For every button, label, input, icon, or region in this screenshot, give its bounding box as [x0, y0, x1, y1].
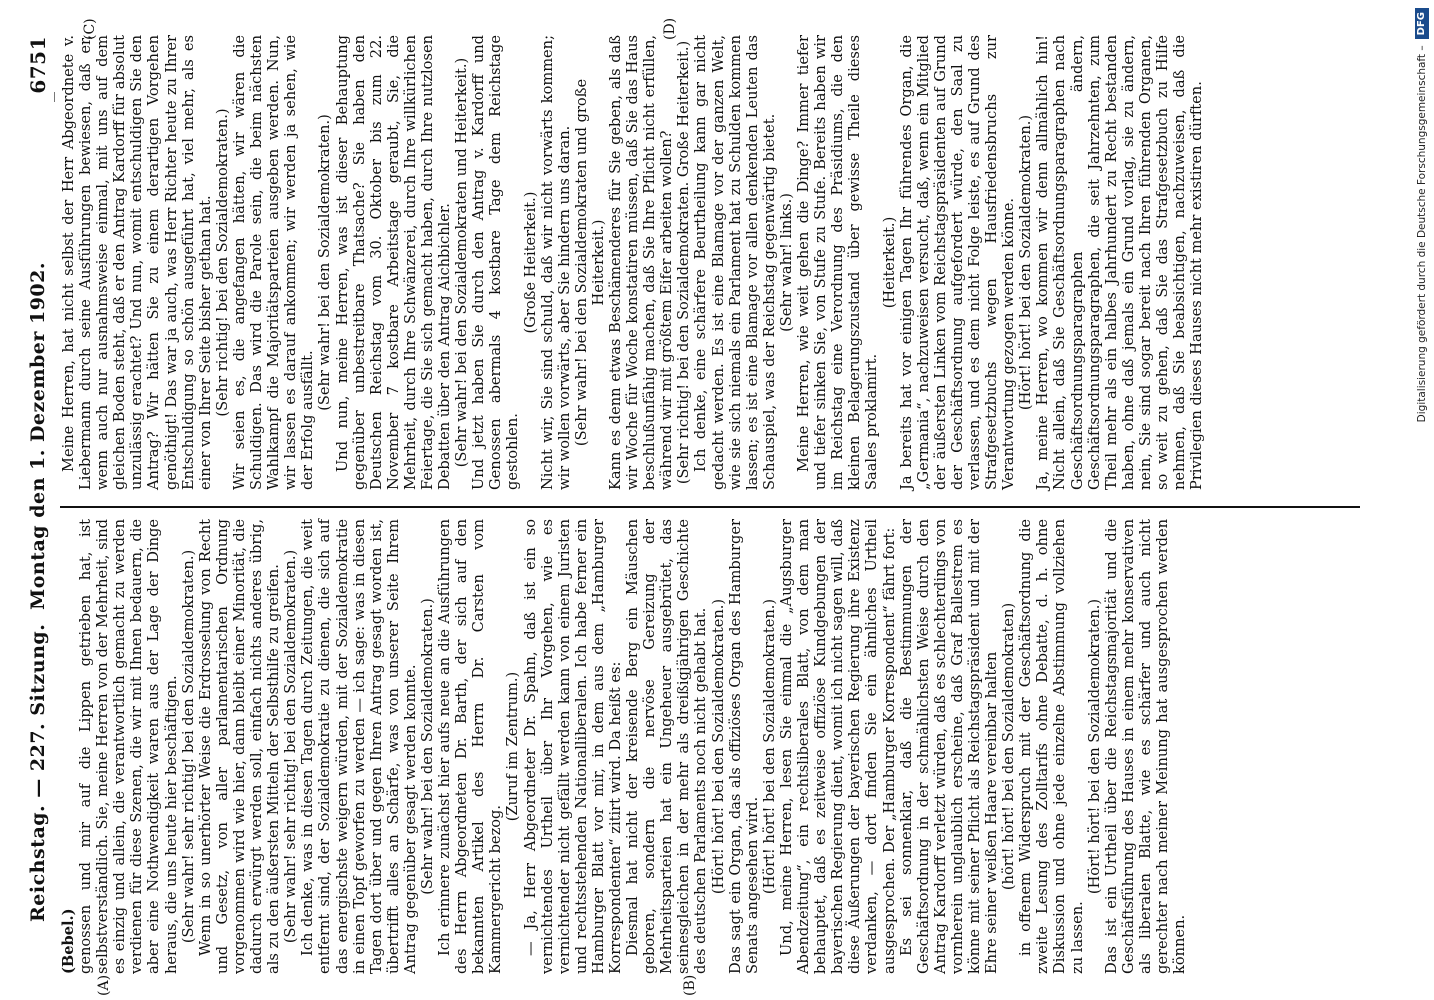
paragraph: Das ist ein Urtheil über die Reichstagsmajorität und die Geschäftsführung des Hauses in einem mehr konservativen als liberalen Blatte, wie es schärfer und auch nicht gerechter nach meiner Meinung hat ausgesprochen werden können. [1102, 519, 1189, 974]
header-date: Montag den 1. Dezember 1902. [27, 262, 49, 610]
paragraph: Und, meine Herren, lesen Sie einmal die „Augsburger Abendzeitung“, ein rechtsliberales Blatt, von dem man behauptet, daß es zeitweise offiziöse Kundgebungen der bayerischen Regierung dient, womit ich nicht sagen will, daß diese Äußerungen der bayerischen Regierung ihre Existenz verdanken, — dort finden Sie ein ähnliches Urtheil ausgesprochen. Der „Hamburger Korrespondent“ fährt fort: [777, 519, 898, 974]
credit-text: Digitalisierung gefördert durch die Deutsche Forschungsgemeinschaft – [1416, 45, 1428, 423]
paragraph: Ja, meine Herren, wo kommen wir denn allmählich hin! Nicht allein, daß Sie Geschäftsordnungsparagraphen nach Geschäftsordnungsparagraphen ändern, Geschäftsordnungsparagraphen, die seit Jahrzehnten, zum Theil mehr als ein halbes Jahrhundert zu Recht bestanden haben, ohne daß jemals ein Grund vorlag, sie zu ändern, nein, Sie sind sogar bereit nach Ihren führenden Organen, so weit zu gehen, daß Sie das Strafgesetzbuch zu Hilfe nehmen, daß Sie beabsichtigen, nachzuweisen, daß die Privilegien dieses Hauses nicht mehr existiren dürften. [1034, 35, 1206, 490]
paragraph: Wenn in so unerhörter Weise die Erdrosselung von Recht und Gesetz, von aller parlamentarischen Ordnung vorgenommen wird wie hier, dann bleibt einer Minorität, die dadurch erwürgt werden soll, einfach nichts anderes übrig, als zu den äußersten Mitteln der Selbsthilfe zu greifen. [196, 519, 283, 974]
paragraph: Kann es denn etwas Beschämenderes für Sie geben, als daß wir Woche für Woche konstatiren müssen, daß Sie das Haus beschlußunfähig machen, daß Sie Ihre Pflicht nicht erfüllen, während wir mit größtem Eifer arbeiten wollen? [607, 35, 676, 490]
right-column [60, 35, 1360, 490]
rotated-page-content [20, 17, 1365, 996]
dfg-logo: DFG [1415, 8, 1429, 39]
interjection: (Zuruf im Zentrum.) [504, 671, 522, 822]
interjection: (Sehr wahr! links.) [777, 193, 795, 332]
paragraph: (Bebel.) [60, 908, 77, 974]
margin-marker-b: (B) [682, 974, 698, 996]
paragraph: Ich denke, was in diesen Tagen durch Zeitungen, die weit entfernt sind, der Sozialdemokratie zu dienen, die sich auf das energischste weigern würden, mit der Sozialdemokratie in einen Topf geworfen zu werden — ich sage: was in diesen Tagen dort über und gegen Ihren Antrag gesagt worden ist, übertrifft alles an Schärfe, was von unserer Seite Ihrem Antrag gegenüber gesagt werden konnte. [299, 519, 419, 974]
interjection: (Hört! hört! bei den Sozialdemokraten.) [760, 598, 778, 895]
paragraph: Meine Herren, wie weit gehen die Dinge? Immer tiefer und tiefer sinken Sie, von Stufe zu Stufe. Bereits haben wir im Reichstag eine Verordnung des Präsidiums, die den kleinen Belagerungszustand über gewisse Theile dieses Saales proklamirt. [795, 35, 881, 490]
header-session: Reichstag. — 227. Sitzung. [27, 623, 49, 922]
interjection: (Große Heiterkeit.) [521, 191, 539, 334]
paragraph: Ja bereits hat vor einigen Tagen Ihr führendes Organ, die „Germania“, nachzuweisen versucht, daß, wenn ein Mitglied der äußersten Linken vom Reichstagspräsidenten auf Grund der Geschäftsordnung aufgefordert würde, den Saal zu verlassen, und es dem nicht Folge leiste, es auf Grund des Strafgesetzbuchs wegen Hausfriedensbruchs zur Verantwortung gezogen werden könne. [897, 35, 1018, 490]
interjection: (Sehr wahr! bei den Sozialdemokraten und große Heiterkeit.) [572, 78, 607, 447]
header-page-number: 6751 [26, 36, 50, 94]
margin-marker-d: (D) [662, 17, 678, 40]
paragraph: Wir seien es, die angefangen hätten, wir wären die Schuldigen. Das wird die Parole sein, die beim nächsten Wahlkampf die Majoritätsparteien ausgeben werden. Nun, wir lassen es darauf ankommen; wir werden ja sehen, wie der Erfolg ausfällt. [230, 35, 317, 490]
interjection: (Heiterkeit.) [880, 216, 898, 309]
paragraph: in offenem Widerspruch mit der Geschäftsordnung die zweite Lesung des Zolltarifs ohne Debatte, d. h. ohne Diskussion und ohne jede einzelne Abstimmung vollziehen zu lassen. [1017, 519, 1086, 974]
interjection: (Hört! hört! bei den Sozialdemokraten.) [1085, 598, 1103, 895]
interjection: (Sehr wahr! sehr richtig! bei den Sozialdemokraten.) [282, 549, 300, 944]
interjection: (Hört! hört! bei den Sozialdemokraten.) [1017, 114, 1035, 411]
header-rule-mark [54, 92, 55, 102]
interjection: (Hört! hört! bei den Sozialdemokraten.) [709, 598, 727, 895]
interjection: (hört! hört! bei den Sozialdemokraten) [1000, 602, 1018, 891]
margin-marker-a: (A) [96, 974, 112, 996]
paragraph: Und nun, meine Herren, was ist dieser Behauptung gegenüber unbestreitbare Thatsache? Sie haben den Deutschen Reichstag vom 30. Oktober bis zum 22. November 7 kostbare Arbeitstage geraubt, Sie, die Mehrheit, durch Ihre Schwänzerei, durch Ihre willkürlichen Feiertage, die Sie sich gemacht haben, durch Ihre nutzlosen Debatten über den Antrag Aichbichler. [333, 35, 454, 490]
interjection: (Sehr wahr! bei den Sozialdemokraten.) [316, 114, 334, 411]
paragraph: Und jetzt haben Sie durch den Antrag v. Kardorff und Genossen abermals 4 kostbare Tage dem Reichstage gestohlen. [470, 35, 522, 490]
interjection: (Sehr richtig! bei den Sozialdemokraten.) [213, 108, 231, 417]
paragraph: Meine Herren, hat nicht selbst der Herr Abgeordnete v. Liebermann durch seine Ausführungen bewiesen, daß er, wenn auch nur ausnahmsweise einmal, mit uns auf dem gleichen Boden steht, daß er den Antrag Kardorff für absolut unzulässig erachtet? Und nun, womit entschuldigen Sie den Antrag? Wir hätten Sie zu einem derartigen Vorgehen genöthigt! Das war ja auch, was Herr Richter heute zu Ihrer Entschuldigung so schön ausgeführt hat, viel mehr, als es einer von Ihrer Seite bisher gethan hat. [60, 35, 214, 490]
interjection: (Sehr richtig! bei den Sozialdemokraten. Große Heiterkeit.) [675, 40, 693, 485]
paragraph: — Ja, Herr Abgeordneter Dr. Spahn, daß ist ein so vernichtendes Urtheil über Ihr Vorgehen, wie es vernichtender nicht gefällt werden kann von einem Juristen und rechtsstehenden Nationalliberalen. Ich habe ferner ein Hamburger Blatt vor mir, in dem aus dem „Hamburger Korrespondenten“ zitirt wird. Da heißt es: [521, 519, 624, 974]
digitization-credit [1414, 8, 1430, 998]
interjection: (Sehr wahr! sehr richtig! bei den Sozialdemokraten.) [179, 549, 197, 944]
paragraph: Ich erinnere zunächst hier aufs neue an die Ausführungen des Herrn Abgeordneten Dr. Barth, der sich auf den bekannten Artikel des Herrn Dr. Carsten vom Kammergericht bezog. [436, 519, 505, 974]
interjection: (Sehr wahr! bei den Sozialdemokraten.) [418, 598, 436, 895]
paragraph: Nicht wir, Sie sind schuld, daß wir nicht vorwärts kommen; wir wollen vorwärts, aber Sie hindern uns daran. [538, 35, 573, 490]
text-columns [60, 17, 1360, 996]
column-divider [60, 506, 1360, 508]
paragraph: Ich denke, eine schärfere Beurtheilung kann gar nicht gedacht werden. Es ist eine Blamage vor der ganzen Welt, wie sie sich niemals ein Parlament hat zu Schulden kommen lassen; es ist eine Blamage vor allen denkenden Leuten das Schauspiel, was der Reichstag gegenwärtig bietet. [692, 35, 778, 490]
paragraph: genossen und mir auf die Lippen getrieben hat, ist selbstverständlich. Sie, meine Herren von der Mehrheit, sind es einzig und allein, die verantwortlich gemacht zu werden verdienen für diese Szenen, die wir mit Ihnen bedauern, die aber eine Nothwendigkeit waren aus der Lage der Dinge heraus, die uns heute hier beschäftigen. [77, 519, 180, 974]
paragraph: Das sagt ein Organ, das als offiziöses Organ des Hamburger Senats angesehen wird. [726, 519, 761, 974]
paragraph: Diesmal hat nicht der kreisende Berg ein Mäuschen geboren, sondern die nervöse Gereizung der Mehrheitsparteien hat ein Ungeheuer ausgebrütet, das seinesgleichen in der mehr als dreißigjährigen Geschichte des deutschen Parlaments noch nicht gehabt hat. [624, 519, 710, 974]
margin-marker-c: (C) [82, 18, 98, 40]
page-header [20, 22, 56, 982]
paragraph: Es sei sonnenklar, daß die Bestimmungen der Geschäftsordnung in der schmählichsten Weise durch den Antrag Kardorff verletzt würden, daß es schlechterdings von vornherein unglaublich erscheine, daß Graf Ballestrem es könne mit seiner Pflicht als Reichstagspräsident und mit der Ehre seiner weißen Haare vereinbar halten [897, 519, 1001, 974]
interjection: (Sehr wahr! bei den Sozialdemokraten und Heiterkeit.) [453, 57, 471, 468]
left-column [60, 519, 1360, 974]
